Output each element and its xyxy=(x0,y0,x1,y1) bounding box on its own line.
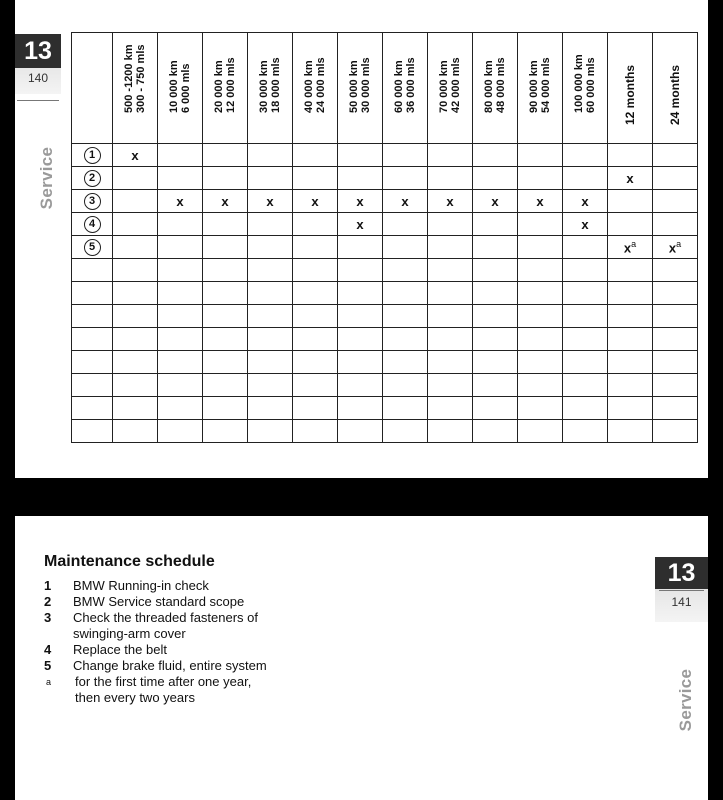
chapter-number-right: 13 xyxy=(655,557,708,589)
schedule-cell xyxy=(248,328,293,351)
schedule-cell xyxy=(428,351,473,374)
schedule-cell xyxy=(473,374,518,397)
legend-item xyxy=(44,578,274,594)
schedule-cell xyxy=(428,328,473,351)
schedule-cell xyxy=(608,236,653,259)
schedule-cell xyxy=(428,397,473,420)
interval-header xyxy=(113,33,158,144)
schedule-cell xyxy=(518,259,563,282)
table-row xyxy=(72,259,698,282)
schedule-cell xyxy=(563,328,608,351)
schedule-cell xyxy=(158,259,203,282)
schedule-cell xyxy=(383,305,428,328)
interval-header xyxy=(158,33,203,144)
row-number-cell xyxy=(72,374,113,397)
schedule-cell xyxy=(113,213,158,236)
schedule-cell xyxy=(113,328,158,351)
schedule-cell: x xyxy=(248,190,293,213)
schedule-cell xyxy=(158,213,203,236)
schedule-cell xyxy=(203,397,248,420)
schedule-cell xyxy=(293,305,338,328)
interval-label xyxy=(483,57,507,113)
schedule-cell xyxy=(653,190,698,213)
schedule-cell xyxy=(248,236,293,259)
interval-km: 50 000 km xyxy=(348,60,360,113)
schedule-cell xyxy=(518,282,563,305)
interval-label xyxy=(303,57,327,113)
schedule-cell xyxy=(158,351,203,374)
interval-km: 10 000 km xyxy=(168,60,180,113)
row-number-cell xyxy=(72,351,113,374)
schedule-cell xyxy=(473,213,518,236)
schedule-cell xyxy=(293,167,338,190)
legend-text: for the first time after one year, then every two years xyxy=(75,674,252,705)
schedule-cell xyxy=(338,144,383,167)
schedule-cell xyxy=(383,167,428,190)
interval-header xyxy=(248,33,293,144)
schedule-cell xyxy=(338,420,383,443)
interval-km: 80 000 km xyxy=(483,60,495,113)
schedule-cell xyxy=(608,351,653,374)
row-number-badge: 4 xyxy=(84,216,101,233)
schedule-cell xyxy=(428,236,473,259)
schedule-cell xyxy=(608,190,653,213)
schedule-cell xyxy=(338,397,383,420)
schedule-cell xyxy=(563,236,608,259)
schedule-cell xyxy=(653,167,698,190)
schedule-cell xyxy=(158,305,203,328)
schedule-cell: x xyxy=(113,144,158,167)
schedule-cell xyxy=(383,397,428,420)
interval-label xyxy=(573,54,597,113)
schedule-cell xyxy=(563,144,608,167)
interval-miles: 18 000 mls xyxy=(270,57,282,113)
table-row xyxy=(72,282,698,305)
schedule-cell xyxy=(563,351,608,374)
schedule-cell xyxy=(158,397,203,420)
schedule-cell xyxy=(518,213,563,236)
interval-miles: 48 000 mls xyxy=(495,57,507,113)
schedule-cell xyxy=(473,282,518,305)
schedule-cell xyxy=(113,236,158,259)
schedule-cell xyxy=(383,374,428,397)
schedule-cell xyxy=(113,167,158,190)
schedule-cell xyxy=(653,305,698,328)
schedule-cell xyxy=(203,167,248,190)
schedule-cell xyxy=(653,259,698,282)
schedule-cell xyxy=(248,259,293,282)
legend-text: BMW Running-in check xyxy=(73,578,209,593)
row-number-cell xyxy=(72,144,113,167)
schedule-cell xyxy=(608,305,653,328)
schedule-cell xyxy=(203,236,248,259)
schedule-cell xyxy=(338,328,383,351)
row-number-cell xyxy=(72,305,113,328)
schedule-cell xyxy=(338,282,383,305)
schedule-cell xyxy=(518,305,563,328)
schedule-cell xyxy=(518,420,563,443)
schedule-cell xyxy=(158,236,203,259)
table-row xyxy=(72,397,698,420)
schedule-cell xyxy=(248,213,293,236)
schedule-cell xyxy=(653,236,698,259)
page-number-left: 140 xyxy=(27,71,49,85)
schedule-cell: x xyxy=(158,190,203,213)
chapter-number: 13 xyxy=(15,34,61,68)
schedule-cell: x xyxy=(608,167,653,190)
page-title: Maintenance schedule xyxy=(44,553,215,570)
table-row xyxy=(72,305,698,328)
schedule-cell xyxy=(608,213,653,236)
legend-item xyxy=(44,594,274,610)
schedule-cell xyxy=(653,144,698,167)
schedule-cell xyxy=(158,328,203,351)
table-row xyxy=(72,190,698,213)
section-label-right: Service xyxy=(676,668,695,732)
schedule-cell xyxy=(518,397,563,420)
schedule-cell xyxy=(338,374,383,397)
row-number-badge: 2 xyxy=(84,170,101,187)
right-page xyxy=(15,516,708,800)
schedule-cell xyxy=(338,351,383,374)
table-row xyxy=(72,213,698,236)
schedule-cell xyxy=(248,374,293,397)
schedule-cell xyxy=(428,305,473,328)
interval-miles: 36 000 mls xyxy=(405,57,417,113)
interval-label xyxy=(123,45,147,114)
schedule-cell xyxy=(473,328,518,351)
schedule-cell xyxy=(248,420,293,443)
interval-header-row xyxy=(72,33,698,144)
schedule-cell xyxy=(113,190,158,213)
schedule-cell: x xyxy=(563,190,608,213)
schedule-cell xyxy=(158,420,203,443)
schedule-cell xyxy=(473,144,518,167)
tab-divider xyxy=(17,100,59,101)
schedule-cell xyxy=(203,259,248,282)
schedule-cell xyxy=(653,351,698,374)
interval-km: 70 000 km xyxy=(438,60,450,113)
schedule-cell xyxy=(608,259,653,282)
check-mark: x xyxy=(623,240,632,256)
interval-label xyxy=(168,60,192,113)
schedule-cell xyxy=(518,328,563,351)
legend-key: 4 xyxy=(44,642,52,657)
schedule-cell xyxy=(518,236,563,259)
schedule-cell xyxy=(293,397,338,420)
table-row xyxy=(72,420,698,443)
row-number-cell xyxy=(72,236,113,259)
legend-text: BMW Service standard scope xyxy=(73,594,245,609)
schedule-cell xyxy=(158,144,203,167)
schedule-cell xyxy=(383,328,428,351)
schedule-cell xyxy=(428,420,473,443)
schedule-cell xyxy=(248,397,293,420)
schedule-cell xyxy=(293,236,338,259)
chapter-tab-left xyxy=(15,34,61,94)
schedule-cell xyxy=(383,236,428,259)
interval-label xyxy=(393,57,417,113)
schedule-cell xyxy=(113,305,158,328)
left-page xyxy=(15,0,708,478)
schedule-cell xyxy=(653,397,698,420)
schedule-cell xyxy=(203,328,248,351)
legend-item xyxy=(44,642,274,658)
interval-miles: 54 000 mls xyxy=(540,57,552,113)
schedule-cell: x xyxy=(293,190,338,213)
interval-miles: 42 000 mls xyxy=(450,57,462,113)
interval-miles: 24 000 mls xyxy=(315,57,327,113)
interval-miles: 30 000 mls xyxy=(360,57,372,113)
schedule-cell: x xyxy=(203,190,248,213)
schedule-cell xyxy=(383,144,428,167)
chapter-tab-right xyxy=(655,557,708,622)
interval-header xyxy=(338,33,383,144)
interval-header xyxy=(293,33,338,144)
schedule-cell xyxy=(653,213,698,236)
maintenance-schedule-table xyxy=(71,32,698,443)
schedule-cell: x xyxy=(473,190,518,213)
interval-label xyxy=(258,57,282,113)
schedule-cell xyxy=(158,282,203,305)
row-number-cell xyxy=(72,167,113,190)
legend-key: 5 xyxy=(44,658,52,673)
schedule-cell xyxy=(113,282,158,305)
interval-header xyxy=(383,33,428,144)
interval-km: 20 000 km xyxy=(213,60,225,113)
schedule-cell xyxy=(293,282,338,305)
interval-label xyxy=(624,65,636,125)
schedule-cell xyxy=(383,351,428,374)
interval-km: 500 -1200 km xyxy=(123,44,135,113)
interval-km: 24 months xyxy=(668,64,682,125)
schedule-cell xyxy=(563,305,608,328)
row-number-cell xyxy=(72,328,113,351)
interval-km: 60 000 km xyxy=(393,60,405,113)
schedule-cell xyxy=(113,374,158,397)
schedule-cell xyxy=(653,420,698,443)
schedule-cell xyxy=(473,420,518,443)
table-row xyxy=(72,167,698,190)
legend-key: 2 xyxy=(44,594,52,609)
schedule-cell xyxy=(473,305,518,328)
interval-label xyxy=(348,57,372,113)
schedule-cell xyxy=(563,374,608,397)
schedule-cell xyxy=(338,259,383,282)
interval-miles: 60 000 mls xyxy=(585,57,597,113)
interval-header xyxy=(473,33,518,144)
schedule-cell xyxy=(563,397,608,420)
schedule-cell xyxy=(203,420,248,443)
interval-km: 12 months xyxy=(623,64,637,125)
page-number-right: 141 xyxy=(671,595,692,609)
legend-key: 1 xyxy=(44,578,52,593)
schedule-cell: x xyxy=(338,213,383,236)
legend-key: 3 xyxy=(44,610,52,625)
schedule-cell xyxy=(428,213,473,236)
interval-header xyxy=(563,33,608,144)
schedule-cell xyxy=(248,282,293,305)
interval-km: 100 000 km xyxy=(573,54,585,113)
schedule-cell xyxy=(293,374,338,397)
row-number-badge: 3 xyxy=(84,193,101,210)
footnote-marker: a xyxy=(631,238,637,249)
schedule-cell xyxy=(293,213,338,236)
schedule-cell xyxy=(293,328,338,351)
schedule-cell xyxy=(473,397,518,420)
schedule-cell xyxy=(653,282,698,305)
schedule-cell xyxy=(383,213,428,236)
interval-miles: 6 000 mls xyxy=(180,63,192,113)
schedule-cell xyxy=(113,420,158,443)
schedule-cell xyxy=(383,420,428,443)
row-number-badge: 1 xyxy=(84,147,101,164)
schedule-body xyxy=(72,144,698,443)
schedule-cell xyxy=(428,282,473,305)
schedule-cell xyxy=(653,374,698,397)
interval-km: 30 000 km xyxy=(258,60,270,113)
schedule-cell: x xyxy=(428,190,473,213)
legend-text: Check the threaded fasteners of swinging-arm cover xyxy=(73,610,259,641)
schedule-cell xyxy=(428,259,473,282)
row-number-cell xyxy=(72,397,113,420)
schedule-cell xyxy=(518,374,563,397)
schedule-cell xyxy=(293,351,338,374)
schedule-cell xyxy=(473,167,518,190)
row-number-cell xyxy=(72,282,113,305)
row-number-cell xyxy=(72,213,113,236)
schedule-cell xyxy=(383,282,428,305)
schedule-cell xyxy=(428,167,473,190)
schedule-cell: x xyxy=(563,213,608,236)
schedule-cell xyxy=(293,259,338,282)
schedule-cell xyxy=(518,167,563,190)
interval-miles: 300 - 750 mls xyxy=(135,44,147,113)
schedule-cell xyxy=(293,144,338,167)
schedule-cell xyxy=(518,351,563,374)
schedule-cell xyxy=(473,236,518,259)
table-row xyxy=(72,328,698,351)
schedule-cell xyxy=(608,397,653,420)
legend-key: a xyxy=(46,677,52,687)
legend-item xyxy=(44,674,274,706)
schedule-cell xyxy=(383,259,428,282)
interval-miles: 12 000 mls xyxy=(225,57,237,113)
table-row xyxy=(72,351,698,374)
schedule-cell xyxy=(158,167,203,190)
check-mark: x xyxy=(668,240,677,256)
interval-header xyxy=(608,33,653,144)
schedule-cell xyxy=(428,144,473,167)
schedule-cell: x xyxy=(518,190,563,213)
schedule-cell xyxy=(563,282,608,305)
schedule-cell xyxy=(113,351,158,374)
schedule-cell xyxy=(608,328,653,351)
legend-text: Change brake fluid, entire system xyxy=(73,658,267,673)
row-number-cell xyxy=(72,190,113,213)
tab-divider-right xyxy=(659,590,704,591)
schedule-cell xyxy=(113,259,158,282)
schedule-cell xyxy=(563,167,608,190)
legend-item xyxy=(44,658,274,674)
interval-km: 90 000 km xyxy=(528,60,540,113)
schedule-cell xyxy=(203,305,248,328)
interval-label xyxy=(438,57,462,113)
row-number-cell xyxy=(72,259,113,282)
row-number-badge: 5 xyxy=(84,239,101,256)
schedule-cell xyxy=(608,282,653,305)
schedule-cell xyxy=(248,305,293,328)
legend-list xyxy=(44,578,274,706)
interval-header xyxy=(653,33,698,144)
schedule-cell xyxy=(338,236,383,259)
table-row xyxy=(72,144,698,167)
interval-km: 40 000 km xyxy=(303,60,315,113)
table-row xyxy=(72,374,698,397)
schedule-cell xyxy=(203,213,248,236)
schedule-cell xyxy=(113,397,158,420)
schedule-cell xyxy=(653,328,698,351)
schedule-cell xyxy=(563,259,608,282)
footnote-marker: a xyxy=(676,238,682,249)
schedule-cell xyxy=(248,167,293,190)
schedule-cell xyxy=(203,351,248,374)
section-label-left: Service xyxy=(37,146,56,210)
schedule-cell xyxy=(473,259,518,282)
schedule-cell xyxy=(158,374,203,397)
schedule-cell: x xyxy=(383,190,428,213)
schedule-cell xyxy=(338,305,383,328)
schedule-cell xyxy=(203,144,248,167)
interval-header xyxy=(203,33,248,144)
interval-label xyxy=(669,65,681,125)
interval-label xyxy=(528,57,552,113)
schedule-cell xyxy=(518,144,563,167)
schedule-cell xyxy=(203,374,248,397)
schedule-cell xyxy=(608,374,653,397)
schedule-cell xyxy=(608,144,653,167)
interval-header xyxy=(518,33,563,144)
legend-item xyxy=(44,610,274,642)
schedule-cell xyxy=(473,351,518,374)
table-corner-cell xyxy=(72,33,113,144)
row-number-cell xyxy=(72,420,113,443)
interval-label xyxy=(213,57,237,113)
interval-header xyxy=(428,33,473,144)
schedule-cell xyxy=(608,420,653,443)
schedule-cell xyxy=(293,420,338,443)
schedule-cell xyxy=(338,167,383,190)
schedule-cell xyxy=(203,282,248,305)
schedule-cell xyxy=(248,144,293,167)
table-row xyxy=(72,236,698,259)
schedule-cell xyxy=(248,351,293,374)
schedule-cell: x xyxy=(338,190,383,213)
legend-text: Replace the belt xyxy=(73,642,167,657)
schedule-cell xyxy=(563,420,608,443)
schedule-cell xyxy=(428,374,473,397)
